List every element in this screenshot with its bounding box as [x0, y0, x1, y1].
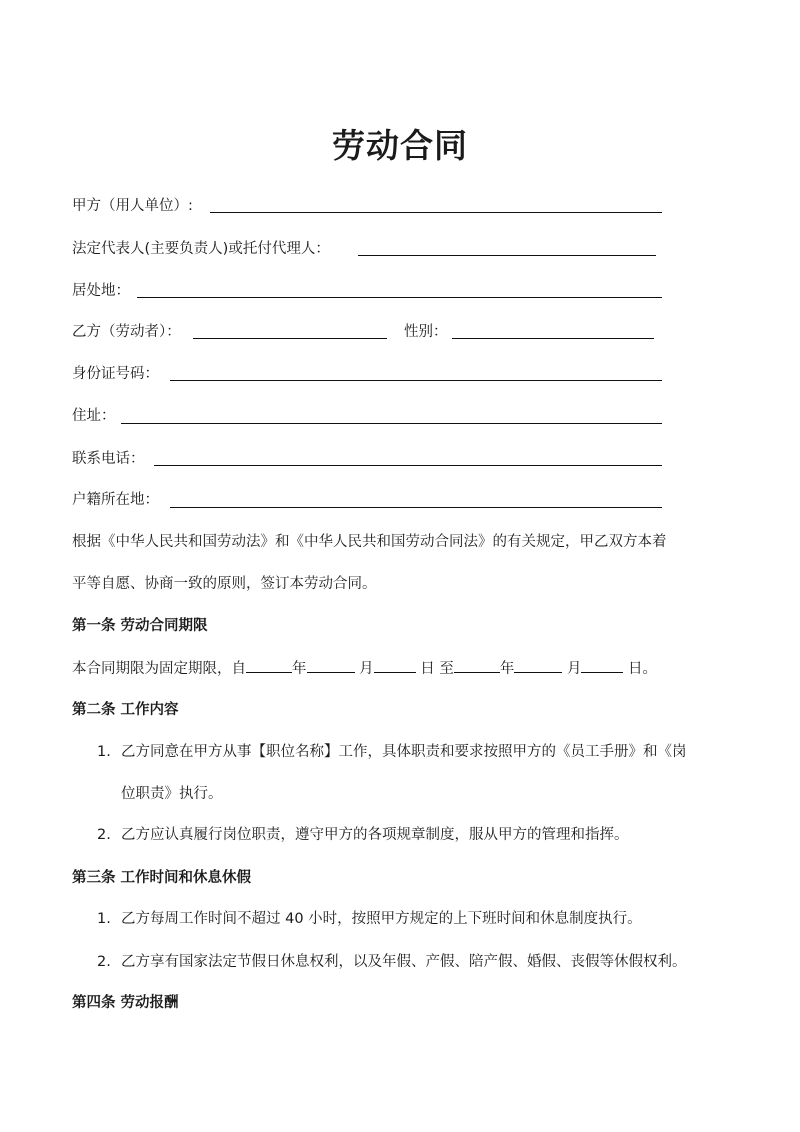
article-1-heading: 第一条 劳动合同期限 [72, 618, 208, 634]
end-month-blank[interactable] [514, 656, 562, 673]
document-title: 劳动合同 [332, 126, 468, 165]
field-address-label: 住址： [72, 408, 116, 424]
field-party-b-line[interactable] [193, 338, 387, 339]
day-to-label: 日 至 [420, 661, 454, 677]
field-gender-line[interactable] [452, 338, 654, 339]
field-residence-line[interactable] [137, 297, 662, 298]
month-label: 月 [359, 661, 374, 677]
article-3-item-1-line-1: 乙方每周工作时间不超过 40 小时，按照甲方规定的上下班时间和休息制度执行。 [121, 911, 642, 927]
article-3-item-2-line-1: 乙方享有国家法定节假日休息权利，以及年假、产假、陪产假、婚假、丧假等休假权利。 [121, 954, 687, 970]
field-party-b-label: 乙方（劳动者）： [72, 324, 181, 340]
end-month-label: 月 [566, 661, 582, 677]
field-legal-rep-line[interactable] [358, 255, 656, 256]
end-day-blank[interactable] [581, 656, 623, 673]
field-gender-label: 性别： [404, 324, 448, 340]
term-prefix: 本合同期限为固定期限，自 [72, 661, 246, 677]
field-phone-line[interactable] [154, 465, 662, 466]
field-residence-label: 居处地： [72, 283, 130, 299]
field-party-a-line[interactable] [210, 212, 662, 213]
end-year-blank[interactable] [454, 656, 500, 673]
article-2-item-1-line-2: 位职责》执行。 [121, 786, 223, 802]
article-4-heading: 第四条 劳动报酬 [72, 995, 179, 1011]
field-phone-label: 联系电话： [72, 451, 145, 467]
field-household-line[interactable] [170, 507, 662, 508]
intro-line-1: 根据《中华人民共和国劳动法》和《中华人民共和国劳动合同法》的有关规定，甲乙双方本着 [72, 534, 667, 550]
start-day-blank[interactable] [374, 656, 416, 673]
field-address-line[interactable] [121, 423, 662, 424]
start-month-blank[interactable] [307, 656, 355, 673]
field-legal-rep-label: 法定代表人(主要负责人)或托付代理人： [72, 241, 330, 257]
end-year-label: 年 [499, 661, 515, 677]
article-2-item-2-line-1: 乙方应认真履行岗位职责，遵守甲方的各项规章制度，服从甲方的管理和指挥。 [121, 827, 629, 843]
field-household-label: 户籍所在地： [72, 492, 159, 508]
article-3-item-2-number: 2. [97, 954, 111, 970]
article-2-item-1-line-1: 乙方同意在甲方从事【职位名称】工作，具体职责和要求按照甲方的《员工手册》和《岗 [121, 744, 687, 760]
intro-line-2: 平等自愿、协商一致的原则，签订本劳动合同。 [72, 576, 377, 592]
start-year-blank[interactable] [246, 656, 292, 673]
field-id-number-label: 身份证号码： [72, 366, 159, 382]
article-2-item-1-number: 1. [97, 744, 111, 760]
field-id-number-line[interactable] [170, 380, 662, 381]
article-2-item-2-number: 2. [97, 827, 111, 843]
field-party-a-label: 甲方（用人单位）: [72, 198, 193, 214]
article-3-heading: 第三条 工作时间和休息休假 [72, 870, 252, 886]
article-3-item-1-number: 1. [97, 911, 111, 927]
year-label: 年 [292, 661, 307, 677]
day-end-label: 日。 [628, 661, 658, 677]
article-2-heading: 第二条 工作内容 [72, 702, 179, 718]
article-1-term [72, 656, 657, 681]
